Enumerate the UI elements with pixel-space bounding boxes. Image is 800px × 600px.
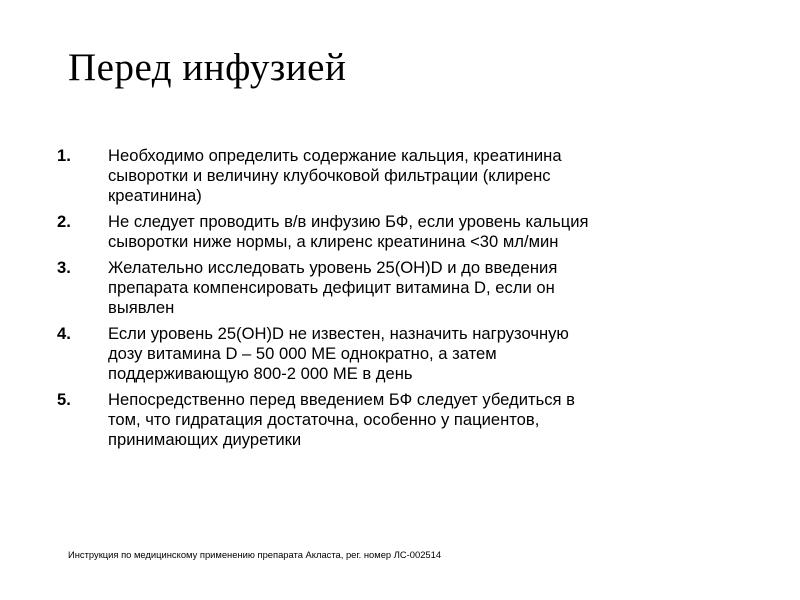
list-item-text: Если уровень 25(OH)D не известен, назначить нагрузочную дозу витамина D – 50 000 МЕ однократно, а затем поддерживающую 800-2 000 МЕ в день (108, 324, 569, 383)
list-item-number: 2. (57, 212, 71, 231)
list-item-text: Желательно исследовать уровень 25(OH)D и до введения препарата компенсировать дефицит витамина D, если он выявлен (108, 258, 558, 317)
footnote-source: Инструкция по медицинскому применению препарата Акласта, рег. номер ЛС-002514 (68, 549, 442, 560)
list-item-number: 5. (57, 390, 71, 409)
list-item (57, 146, 737, 206)
list-item-number: 4. (57, 324, 71, 343)
list-item (57, 258, 737, 318)
list-item-text: Непосредственно перед введением БФ следует убедиться в том, что гидратация достаточна, особенно у пациентов, принимающих диуретики (108, 390, 575, 449)
list-item (57, 212, 737, 252)
list-item-text: Необходимо определить содержание кальция, креатинина сыворотки и величину клубочковой фильтрации (клиренс креатинина) (108, 146, 562, 205)
list-item (57, 390, 737, 450)
list-item-text: Не следует проводить в/в инфузию БФ, если уровень кальция сыворотки ниже нормы, а клиренс креатинина <30 мл/мин (108, 212, 589, 251)
slide-title: Перед инфузией (68, 46, 347, 89)
list-item (57, 324, 737, 384)
list-item-number: 3. (57, 258, 71, 277)
numbered-list (57, 146, 737, 456)
list-item-number: 1. (57, 146, 71, 165)
